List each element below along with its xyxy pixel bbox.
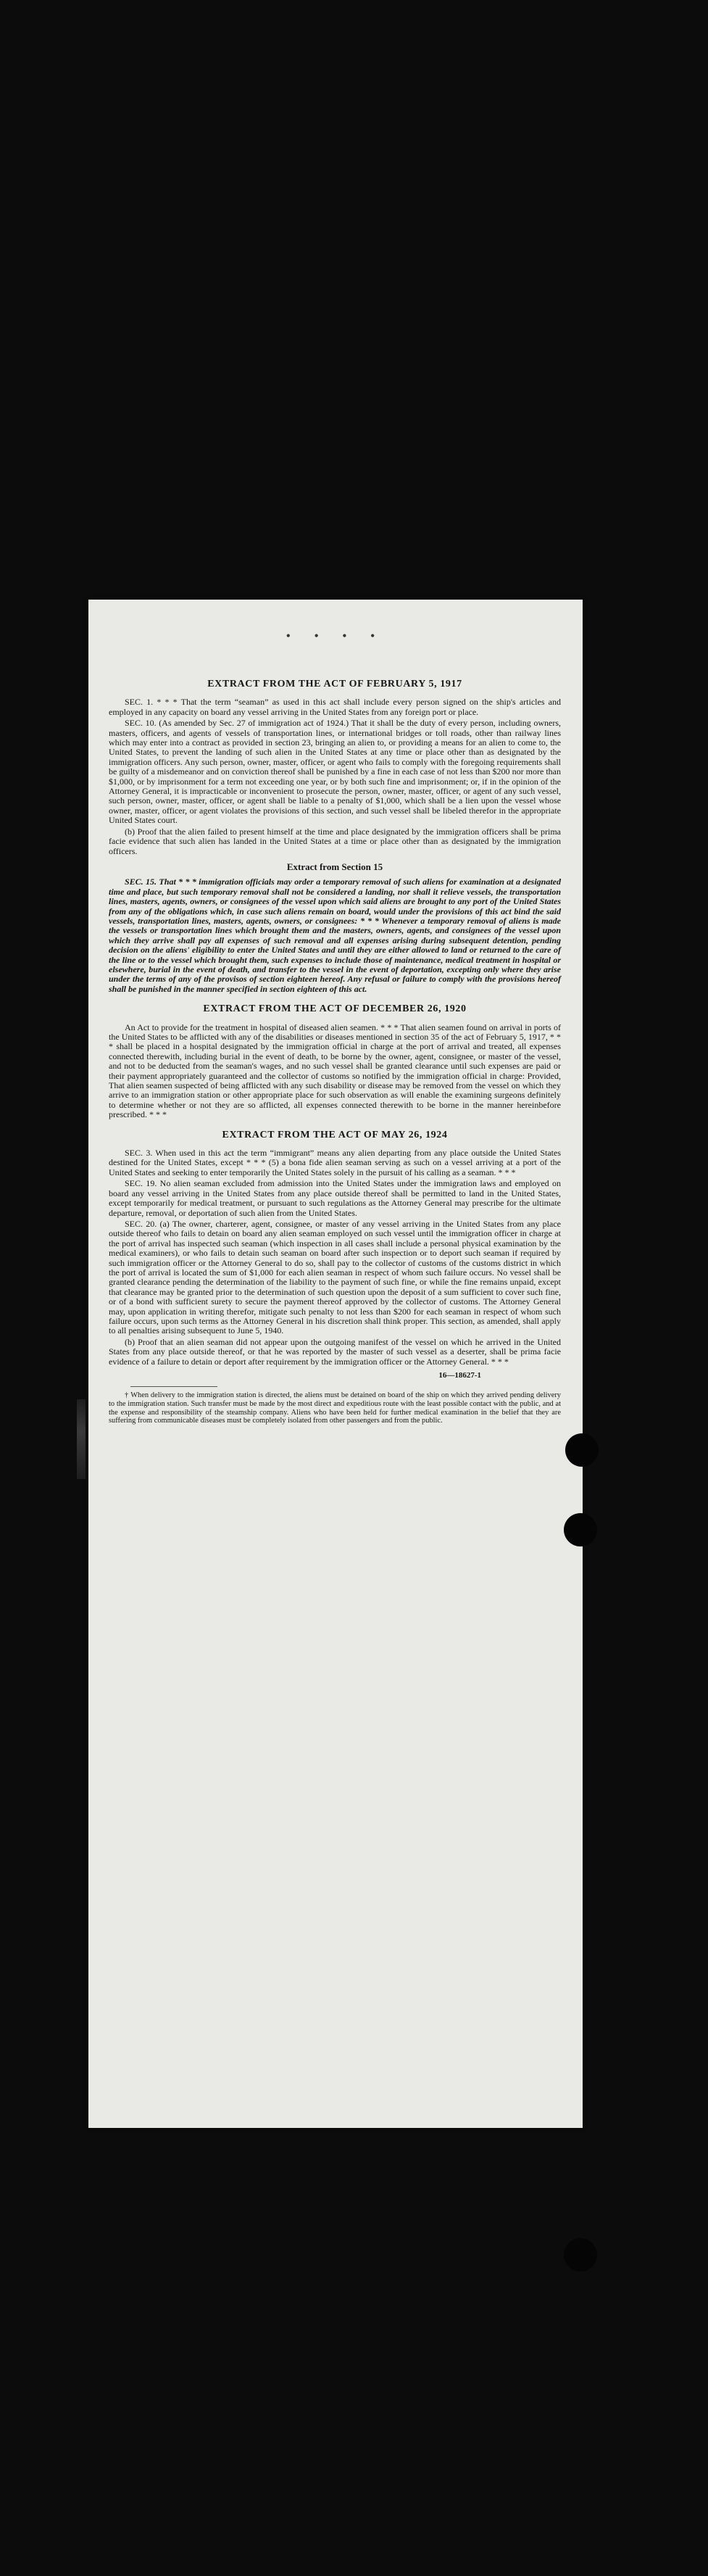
document-content — [109, 669, 561, 1427]
punch-hole — [564, 2238, 597, 2271]
punch-hole — [564, 1513, 597, 1546]
paragraph-1924-sec19: SEC. 19. No alien seaman excluded from admission into the United States under the immigration laws and employed on board any vessel arriving in the United States from any place outside thereof shall be permitted to land in the United States, except temporarily for medical treatment, or pursuant to such regulations as the Attorney General may prescribe for the ultimate departure, removal, or deportation of such alien from the United States. — [109, 1178, 561, 1218]
paragraph-sec15: SEC. 15. That * * * immigration officials may order a temporary removal of such aliens for examination at a designated time and place, but such temporary removal shall not be considered a landing, nor shall it relieve vessels, the transportation lines, masters, agents, owners, or consignees of the vessel upon which said aliens are brought to any port of the United States from any of the obligations which, in case such aliens remain on board, would under the provisions of this act bind the said vessels, transportation lines, masters, agents, owners, or consignees: * * * Whenever a temporary removal of aliens is made the vessels or transportation lines which brought them and the masters, owners, agents, and consignees of the vessel upon which they arrive shall pay all expenses of such removal and all expenses arising during subsequent detention, pending decision on the aliens' eligibility to enter the United States and until they are either allowed to land or returned to the care of the line or to the vessel which brought them, such expenses to include those of maintenance, medical treatment in hospital or elsewhere, burial in the event of death, and transfer to the vessel in the event of deportation, excepting only where they arise under the terms of any of the provisos of section eighteen hereof. Any refusal or failure to comply with the provisions hereof shall be punished in the manner specified in section eighteen of this act. — [109, 877, 561, 994]
section-heading-1924: EXTRACT FROM THE ACT OF MAY 26, 1924 — [222, 1129, 448, 1140]
paragraph-1917-sec10b: (b) Proof that the alien failed to present himself at the time and place designated by the immigration officers shall be prima facie evidence that such alien has landed in the United States at a time or place other than as designated by the immigration officers. — [109, 826, 561, 856]
top-dots: • • • • — [286, 629, 386, 643]
footnote-rule — [130, 1386, 217, 1387]
paragraph-1920: An Act to provide for the treatment in hospital of diseased alien seamen. * * * That alien seamen found on arrival in ports of the United States to be afflicted with any of the disabilities or diseases mentioned in section 35 of the act of February 5, 1917, * * * shall be placed in a hospital designated by the immigration official in charge at the port of arrival and treated, all expenses connected therewith, including burial in the event of death, to be borne by the owner, agent, consignee, or master of the vessel, and not to be deducted from the seaman's wages, and no such vessel shall be granted clearance until such expenses are paid or their payment appropriately guaranteed and the collector of customs so notified by the immigration official in charge: Provided, That alien seamen suspected of being afflicted with any such disability or disease may be removed from the vessel on which they arrive to an immigration station or other appropriate place for such observation as will enable the examining surgeons definitely to determine whether or not they are so afflicted, all expenses connected therewith to be borne in the manner hereinbefore prescribed. * * * — [109, 1022, 561, 1120]
paragraph-1917-sec1: SEC. 1. * * * That the term “seaman” as used in this act shall include every person signed on the ship's articles and employed in any capacity on board any vessel arriving in the United States from any foreign port or place. — [109, 697, 561, 717]
document-page — [88, 600, 583, 2128]
paragraph-1924-sec20b: (b) Proof that an alien seaman did not appear upon the outgoing manifest of the vessel on which he arrived in the United States from any place outside thereof, or that he was reported by the master of such vessel as a deserter, shall be prima facie evidence of a failure to detain or deport after requirement by the immigration officer or the Attorney General. * * * — [109, 1336, 561, 1367]
section-heading-1920: EXTRACT FROM THE ACT OF DECEMBER 26, 1920 — [203, 1003, 467, 1015]
paragraph-1924-sec20: SEC. 20. (a) The owner, charterer, agent, consignee, or master of any vessel arriving in the United States from any place outside thereof who fails to detain on board any alien seaman employed on such vessel until the immigration officer in charge at the port of arrival has inspected such seaman (which inspection in all cases shall include a personal physical examination by the medical examiners), or who fails to detain such seaman on board after such inspection or to deport such seaman if required by such immigration officer or the Attorney General to do so, shall pay to the collector of customs of the customs district in which the port of arrival is located the sum of $1,000 for each alien seaman in respect of whom such failure occurs. No vessel shall be granted clearance pending the determination of the liability to the payment of such fine, or while the fine remains unpaid, except that clearance may be granted prior to the determination of such question upon the deposit of a sum sufficient to cover such fine, or of a bond with sufficient surety to secure the payment thereof approved by the collector of customs. The Attorney General may, upon application in writing therefor, mitigate such penalty to not less than $200 for each seaman in respect of whom such failure occurs, upon such terms as the Attorney General in his discretion shall think proper. This section, as amended, shall apply to all penalties arising subsequent to June 5, 1940. — [109, 1218, 561, 1336]
section-heading-sec15: Extract from Section 15 — [286, 861, 383, 872]
punch-hole — [565, 1433, 599, 1467]
section-heading-1917: EXTRACT FROM THE ACT OF FEBRUARY 5, 1917 — [207, 679, 462, 689]
footnote: † When delivery to the immigration station is directed, the aliens must be detained on board of the ship on which they arrived pending delivery to the immigration station. Such transfer must be made by the most direct and expeditious route with the least possible contact with the public, and at the expense and responsibility of the steamship company. Aliens who have been held for further medical examination in the belief that they are suffering from communicable diseases must be completely isolated from other passengers and from the public. — [109, 1391, 561, 1425]
paragraph-1917-sec10: SEC. 10. (As amended by Sec. 27 of immigration act of 1924.) That it shall be the duty of every person, including owners, masters, officers, and agents of vessels of transportation lines, or international bridges or toll roads, other than railway lines which may enter into a contract as provided in section 23, bringing an alien to, or providing a means for an alien to come to, the United States, to prevent the landing of such alien in the United States at any time or place other than as designated by the immigration officers. Any such person, owner, master, officer, or agent who fails to comply with the foregoing requirements shall be guilty of a misdemeanor and on conviction thereof shall be punished by a fine in each case of not less than $200 nor more than $1,000, or by imprisonment for a term not exceeding one year, or by both such fine and imprisonment; or, if in the opinion of the Attorney General, it is impracticable or inconvenient to prosecute the person, owner, master, officer, or agent of any such vessel, such person, owner, master, officer, or agent shall be liable to a penalty of $1,000, which shall be a lien upon the vessel whose owner, master, officer, or agent violates the provisions of this section, and such vessel shall be libeled therefor in the appropriate United States court. — [109, 718, 561, 826]
paragraph-1924-sec3: SEC. 3. When used in this act the term “immigrant” means any alien departing from any place outside the United States destined for the United States, except * * * (5) a bona fide alien seaman serving as such on a vessel arriving at a port of the United States and seeking to enter temporarily the United States solely in the pursuit of his calling as a seaman. * * * — [109, 1148, 561, 1177]
form-number: 16—18627-1 — [438, 1371, 481, 1380]
margin-mark — [77, 1399, 86, 1479]
